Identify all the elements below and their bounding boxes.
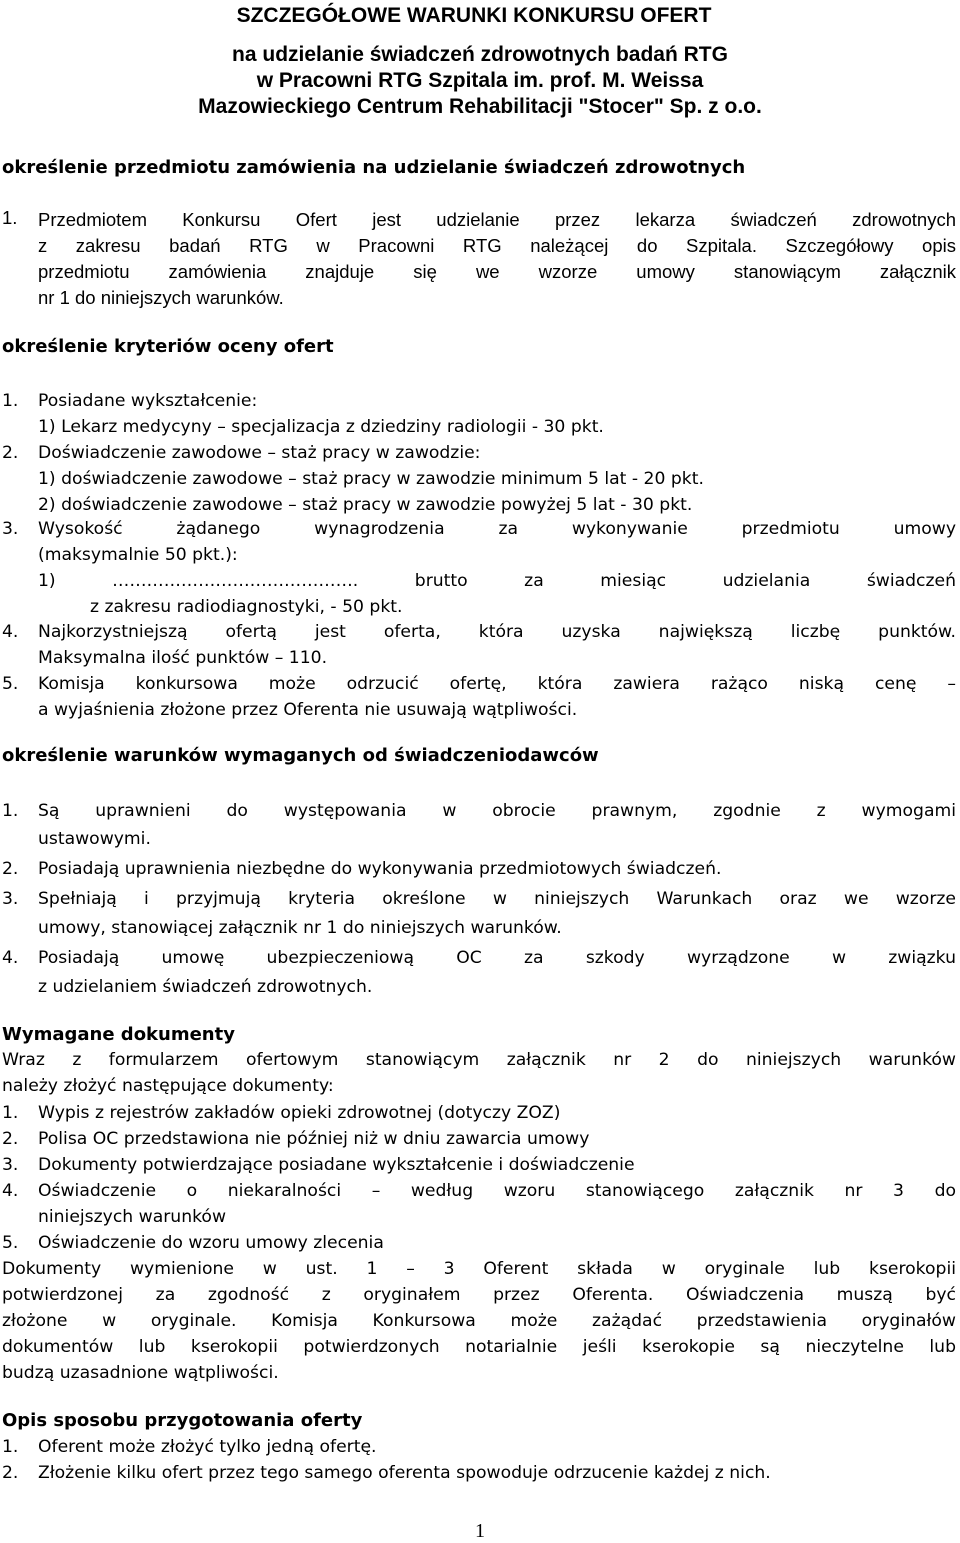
subtitle-line: w Pracowni RTG Szpitala im. prof. M. Weissa — [256, 69, 704, 92]
item-number: 2. — [2, 443, 19, 463]
item-text-line: umowy, stanowiącej załącznik nr 1 do niniejszych warunków. — [38, 918, 562, 938]
item-text-line: z zakresu badań RTG w Pracowni RTG należącej do Szpitala. Szczegółowy opis — [38, 235, 956, 256]
item-text-line: Maksymalna ilość punktów – 110. — [38, 648, 328, 668]
item-text-line: Oświadczenie o niekaralności – według wzoru stanowiącego załącznik nr 3 do — [38, 1181, 956, 1201]
item-text-line: Oświadczenie do wzoru umowy zlecenia — [38, 1233, 384, 1253]
item-text-line: Przedmiotem Konkursu Ofert jest udzielanie przez lekarza świadczeń zdrowotnych — [38, 209, 956, 230]
item-number: 3. — [2, 519, 19, 539]
item-text-line: 1) Lekarz medycyny – specjalizacja z dziedziny radiologii - 30 pkt. — [38, 417, 604, 437]
section-heading-criteria: określenie kryteriów oceny ofert — [2, 336, 334, 357]
section-heading-requirements: określenie warunków wymaganych od świadczeniodawców — [2, 745, 599, 766]
item-text-line: nr 1 do niniejszych warunków. — [38, 287, 284, 308]
item-text-line: Komisja konkursowa może odrzucić ofertę, która zawiera rażąco niską cenę – — [38, 674, 956, 694]
item-number: 1. — [2, 391, 19, 411]
item-number: 4. — [2, 1181, 19, 1201]
item-text-line: z udzielaniem świadczeń zdrowotnych. — [38, 977, 373, 997]
item-number: 1. — [2, 207, 18, 228]
item-text-line: Posiadają uprawnienia niezbędne do wykonywania przedmiotowych świadczeń. — [38, 859, 722, 879]
item-number: 5. — [2, 1233, 19, 1253]
item-number: 2. — [2, 859, 19, 879]
item-text-line: (maksymalnie 50 pkt.): — [38, 545, 238, 565]
item-text-line: przedmiotu zamówienia znajduje się we wzorze umowy stanowiącym załącznik — [38, 261, 956, 282]
item-number: 3. — [2, 1155, 19, 1175]
item-number: 2. — [2, 1463, 19, 1483]
intro-text-line: należy złożyć następujące dokumenty: — [2, 1076, 334, 1096]
closing-text-line: złożone w oryginale. Komisja Konkursowa może zażądać przedstawienia oryginałów — [2, 1311, 956, 1331]
item-number: 2. — [2, 1129, 19, 1149]
item-text-line: Najkorzystniejszą ofertą jest oferta, która uzyska największą liczbę punktów. — [38, 622, 956, 642]
item-text-line: Polisa OC przedstawiona nie później niż w dniu zawarcia umowy — [38, 1129, 590, 1149]
page-number: 1 — [475, 1520, 485, 1542]
item-text-line: z zakresu radiodiagnostyki, - 50 pkt. — [90, 597, 403, 617]
item-text-line: Dokumenty potwierdzające posiadane wykształcenie i doświadczenie — [38, 1155, 635, 1175]
closing-text-line: budzą uzasadnione wątpliwości. — [2, 1363, 279, 1383]
item-text-line: niniejszych warunków — [38, 1207, 226, 1227]
item-text-line: 1) ……………………………………. brutto za miesiąc udzielania świadczeń — [38, 571, 956, 591]
item-text-line: a wyjaśnienia złożone przez Oferenta nie usuwają wątpliwości. — [38, 700, 578, 720]
document-title: SZCZEGÓŁOWE WARUNKI KONKURSU OFERT — [236, 4, 712, 27]
item-number: 5. — [2, 674, 19, 694]
item-number: 3. — [2, 889, 19, 909]
closing-text-line: Dokumenty wymienione w ust. 1 – 3 Oferent składa w oryginale lub kserokopii — [2, 1259, 956, 1279]
section-heading-subject: określenie przedmiotu zamówienia na udzielanie świadczeń zdrowotnych — [2, 157, 746, 178]
item-text-line: Wypis z rejestrów zakładów opieki zdrowotnej (dotyczy ZOZ) — [38, 1103, 561, 1123]
subtitle-line: na udzielanie świadczeń zdrowotnych badań RTG — [232, 43, 728, 66]
item-number: 1. — [2, 1103, 19, 1123]
item-text-line: Spełniają i przyjmują kryteria określone w niniejszych Warunkach oraz we wzorze — [38, 889, 956, 909]
item-number: 1. — [2, 801, 19, 821]
item-text-line: Oferent może złożyć tylko jedną ofertę. — [38, 1437, 377, 1457]
closing-text-line: dokumentów lub kserokopii potwierdzonych notarialnie jeśli kserokopie są nieczytelne lub — [2, 1337, 956, 1357]
item-text-line: Są uprawnieni do występowania w obrocie prawnym, zgodnie z wymogami — [38, 801, 956, 821]
closing-text-line: potwierdzonej za zgodność z oryginałem przez Oferenta. Oświadczenia muszą być — [2, 1285, 956, 1305]
item-text-line: ustawowymi. — [38, 829, 151, 849]
item-text-line: 2) doświadczenie zawodowe – staż pracy w zawodzie powyżej 5 lat - 30 pkt. — [38, 495, 693, 515]
item-text-line: Doświadczenie zawodowe – staż pracy w zawodzie: — [38, 443, 481, 463]
item-number: 1. — [2, 1437, 19, 1457]
item-text-line: Wysokość żądanego wynagrodzenia za wykonywanie przedmiotu umowy — [38, 519, 956, 539]
section-heading-documents: Wymagane dokumenty — [2, 1024, 235, 1045]
document-subtitle — [0, 42, 960, 120]
item-number: 4. — [2, 622, 19, 642]
subtitle-line: Mazowieckiego Centrum Rehabilitacji "Stocer" Sp. z o.o. — [198, 95, 762, 118]
item-text-line: Złożenie kilku ofert przez tego samego oferenta spowoduje odrzucenie każdej z nich. — [38, 1463, 771, 1483]
item-text-line: 1) doświadczenie zawodowe – staż pracy w zawodzie minimum 5 lat - 20 pkt. — [38, 469, 704, 489]
intro-text-line: Wraz z formularzem ofertowym stanowiącym załącznik nr 2 do niniejszych warunków — [2, 1050, 956, 1070]
section-heading-preparation: Opis sposobu przygotowania oferty — [2, 1410, 363, 1431]
item-text-line: Posiadają umowę ubezpieczeniową OC za szkody wyrządzone w związku — [38, 948, 956, 968]
item-number: 4. — [2, 948, 19, 968]
item-text-line: Posiadane wykształcenie: — [38, 391, 258, 411]
